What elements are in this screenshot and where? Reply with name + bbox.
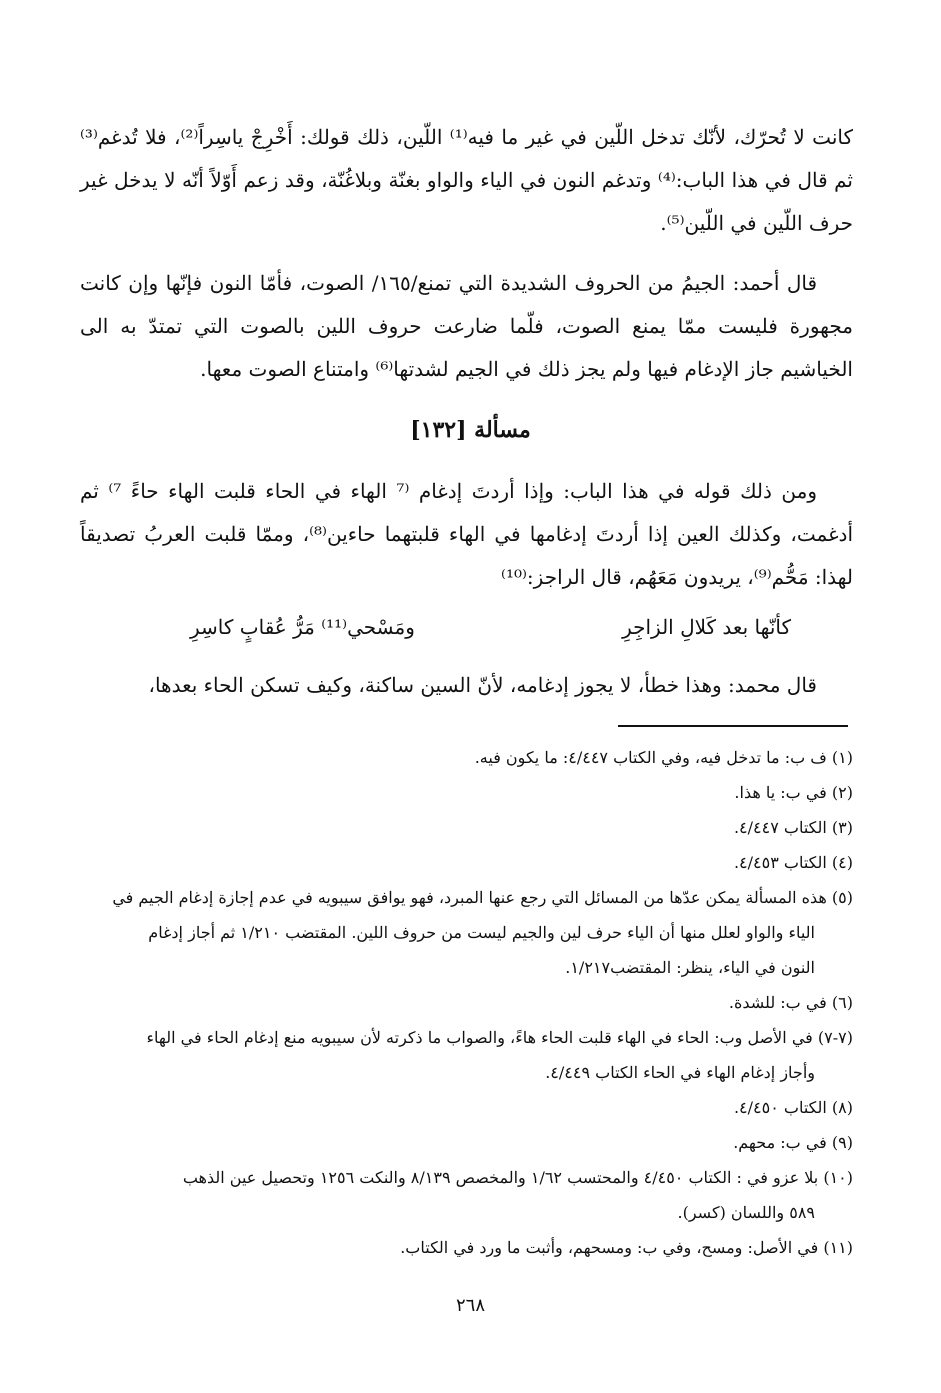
poetry-verse	[150, 605, 791, 649]
footnote-number: (٥)	[831, 888, 853, 907]
footnote-text: هذه المسألة يمكن عدّها من المسائل التي رجع عنها المبرد، فهو يوافق سيبويه في عدم إجازة إدغام الجيم في	[112, 888, 827, 907]
footnote	[80, 880, 853, 985]
page-number: ٢٦٨	[455, 1295, 485, 1316]
footnote	[80, 1020, 853, 1090]
footnote-text: الكتاب ٤/٤٥٣.	[733, 853, 827, 872]
footnote-number: (٣)	[831, 818, 853, 837]
footnote-continuation: النون في الياء، ينظر: المقتضب١/٢١٧.	[565, 958, 815, 977]
footnote-text: ف ب: ما تدخل فيه، وفي الكتاب ٤/٤٤٧: ما يكون فيه.	[474, 748, 827, 767]
paragraph-1: كانت لا تُحرّك، لأنّك تدخل اللّين في غير ما فيه⁽¹⁾ اللّين، ذلك قولك: أَخْرِجْ ياسِراً⁽²⁾، فلا تُدغم⁽³⁾ ثم قال في هذا الباب:⁽⁴⁾ وتدغم النون في الياء والواو بغنّة وبلاغُنّة، وقد زعم أَوّلاً أنّه لا يدخل غير حرف اللّين في اللّين⁽⁵⁾.	[80, 125, 854, 235]
footnote-continuation: الياء والواو لعلل منها أن الياء حرف لين والجيم ليست من حروف اللين. المقتضب ١/٢١٠ ثم أجاز إدغام	[148, 923, 815, 942]
footnote-text: في ب: محهم.	[733, 1133, 827, 1152]
footnote-continuation: ٥٨٩ واللسان (كسر).	[677, 1203, 815, 1222]
verse-first-hemistich: كأنّها بعد كَلالِ الزاجِرِ	[622, 615, 791, 639]
footnote-separator	[618, 725, 848, 727]
footnote	[80, 1090, 853, 1125]
footnote-number: (٦)	[831, 993, 853, 1012]
footnote	[80, 985, 853, 1020]
footnote-text: بلا عزو في : الكتاب ٤/٤٥٠ والمحتسب ١/٦٢ والمخصص ٨/١٣٩ والنكت ١٢٥٦ وتحصيل عين الذهب	[182, 1168, 819, 1187]
footnote-number: (١)	[831, 748, 853, 767]
footnote	[80, 775, 853, 810]
footnote	[80, 1125, 853, 1160]
footnote-number: (٩)	[831, 1133, 853, 1152]
footnote	[80, 845, 853, 880]
footnote-text: الكتاب ٤/٤٤٧.	[733, 818, 827, 837]
footnote	[80, 740, 853, 775]
footnote-text: في ب: للشدة.	[728, 993, 827, 1012]
footnote-number: (٤)	[831, 853, 853, 872]
footnote	[80, 1230, 853, 1265]
verse-second-hemistich: ومَسْحي⁽¹¹⁾ مَرُّ عُقابٍ كاسِرِ	[190, 615, 415, 639]
footnote-text: في ب: يا هذا.	[734, 783, 827, 802]
footnote-text: في الأصل وب: الحاء في الهاء قلبت الحاء هاءً، والصواب ما ذكرته لأن سيبويه منع إدغام الحاء في الهاء	[146, 1028, 813, 1047]
paragraph-4: قال محمد: وهذا خطأ، لا يجوز إدغامه، لأنّ السين ساكنة، وكيف تسكن الحاء بعدها،	[148, 673, 817, 697]
footnote-number: (٨)	[831, 1098, 853, 1117]
footnote-number: (١٠)	[823, 1168, 853, 1187]
section-title: مسألة [١٣٢]	[410, 417, 531, 443]
paragraph-3: ومن ذلك قوله في هذا الباب: وإذا أردتَ إدغام ⁽⁷ الهاء في الحاء قلبت الهاء حاءً ⁷⁾ ثم أدغمت، وكذلك العين إذا أردتَ إدغامها في الهاء قلبتهما حاءين⁽⁸⁾، وممّا قلبت العربُ تصديقاً لهذا: مَحُّم⁽⁹⁾، يريدون مَعَهُم، قال الراجز:⁽¹⁰⁾	[80, 479, 853, 589]
footnote	[80, 810, 853, 845]
footnote-text: الكتاب ٤/٤٥٠.	[733, 1098, 827, 1117]
footnote-continuation: وأجاز إدغام الهاء في الحاء الكتاب ٤/٤٤٩.	[545, 1063, 815, 1082]
footnote-text: في الأصل: ومسح، وفي ب: ومسحهم، وأثبت ما ورد في الكتاب.	[400, 1238, 819, 1257]
footnote-number: (٢)	[831, 783, 853, 802]
footnote-number: (١١)	[823, 1238, 853, 1257]
footnote	[80, 1160, 853, 1230]
paragraph-2: قال أحمد: الجيمُ من الحروف الشديدة التي تمنع/١٦٥/ الصوت، فأمّا النون فإنّها وإن كانت مجهورة فليست ممّا يمنع الصوت، فلّما ضارعت حروف اللين بالصوت التي تمتدّ به الى الخياشيم جاز الإدغام فيها ولم يجز ذلك في الجيم لشدتها⁽⁶⁾ وامتناع الصوت معها.	[80, 271, 853, 381]
footnote-number: (٧-٧)	[817, 1028, 853, 1047]
footnotes	[80, 740, 853, 1265]
